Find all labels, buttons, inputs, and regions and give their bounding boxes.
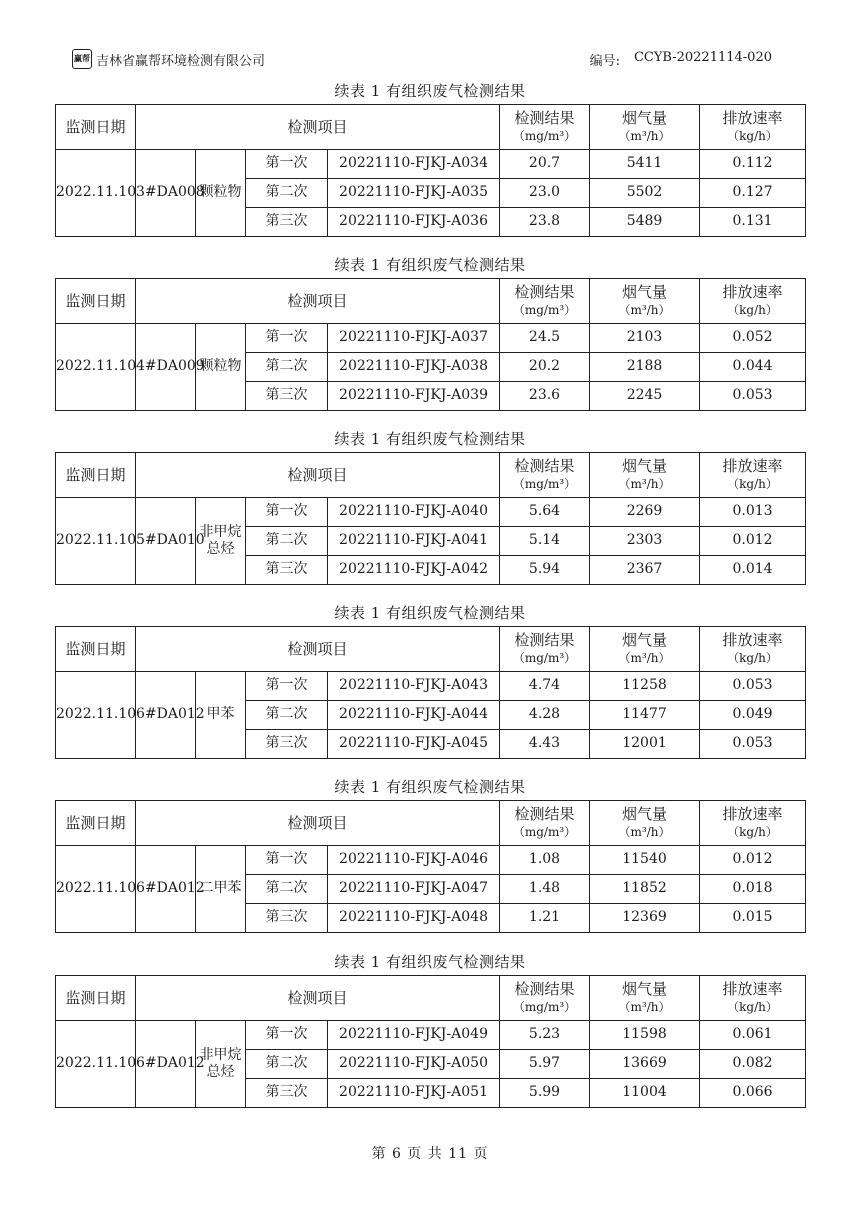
result-cell: 4.28 bbox=[500, 701, 590, 730]
sample-id-cell: 20221110-FJKJ-A045 bbox=[328, 730, 500, 759]
table-caption: 续表 1 有组织废气检测结果 bbox=[334, 430, 526, 448]
results-table bbox=[55, 626, 806, 759]
result-cell: 5.97 bbox=[500, 1050, 590, 1079]
round-cell: 第二次 bbox=[246, 1050, 328, 1079]
header-result-label: 检测结果 bbox=[514, 108, 575, 127]
flow-cell: 2367 bbox=[590, 556, 700, 585]
company-name: 吉林省赢帮环境检测有限公司 bbox=[96, 53, 266, 69]
table-row bbox=[56, 846, 806, 875]
header-rate bbox=[700, 976, 806, 1021]
flow-cell: 5489 bbox=[590, 208, 700, 237]
sample-id-cell: 20221110-FJKJ-A037 bbox=[328, 324, 500, 353]
rate-cell: 0.131 bbox=[700, 208, 806, 237]
header-date: 监测日期 bbox=[56, 279, 136, 324]
round-cell: 第一次 bbox=[246, 1021, 328, 1050]
result-table-block bbox=[0, 602, 860, 752]
table-header-row bbox=[56, 279, 806, 324]
logo-text: 赢帮 bbox=[74, 54, 90, 63]
results-table bbox=[55, 104, 806, 237]
pollutant-cell: 非甲烷总烃 bbox=[196, 498, 246, 585]
rate-cell: 0.044 bbox=[700, 353, 806, 382]
pollutant-cell: 颗粒物 bbox=[196, 150, 246, 237]
header-rate-label: 排放速率 bbox=[722, 804, 783, 823]
result-cell: 1.48 bbox=[500, 875, 590, 904]
document-number-value: CCYB-20221114-020 bbox=[633, 49, 772, 65]
table-row bbox=[56, 498, 806, 527]
round-cell: 第三次 bbox=[246, 556, 328, 585]
document-number-label: 编号: bbox=[589, 53, 620, 69]
table-header-row bbox=[56, 627, 806, 672]
round-cell: 第一次 bbox=[246, 324, 328, 353]
header-flow-label: 烟气量 bbox=[622, 282, 668, 301]
result-cell: 20.7 bbox=[500, 150, 590, 179]
date-cell: 2022.11.10 bbox=[56, 498, 136, 585]
result-table-block bbox=[0, 776, 860, 926]
date-cell: 2022.11.10 bbox=[56, 672, 136, 759]
header-rate bbox=[700, 453, 806, 498]
rate-cell: 0.012 bbox=[700, 846, 806, 875]
header-rate-unit: （kg/h） bbox=[727, 825, 778, 839]
rate-cell: 0.012 bbox=[700, 527, 806, 556]
round-cell: 第三次 bbox=[246, 730, 328, 759]
flow-cell: 12369 bbox=[590, 904, 700, 933]
header-rate bbox=[700, 105, 806, 150]
sample-id-cell: 20221110-FJKJ-A044 bbox=[328, 701, 500, 730]
header-result bbox=[500, 279, 590, 324]
header-result bbox=[500, 105, 590, 150]
sample-id-cell: 20221110-FJKJ-A051 bbox=[328, 1079, 500, 1108]
header-rate-label: 排放速率 bbox=[722, 456, 783, 475]
header-flow bbox=[590, 976, 700, 1021]
rate-cell: 0.015 bbox=[700, 904, 806, 933]
header-date: 监测日期 bbox=[56, 976, 136, 1021]
table-row bbox=[56, 324, 806, 353]
page-number: 第 6 页 共 11 页 bbox=[371, 1146, 489, 1162]
sample-id-cell: 20221110-FJKJ-A050 bbox=[328, 1050, 500, 1079]
rate-cell: 0.061 bbox=[700, 1021, 806, 1050]
outlet-cell: 6#DA012 bbox=[136, 672, 196, 759]
header-result-unit: （mg/m³） bbox=[512, 825, 577, 839]
rate-cell: 0.018 bbox=[700, 875, 806, 904]
header-date: 监测日期 bbox=[56, 105, 136, 150]
flow-cell: 2103 bbox=[590, 324, 700, 353]
result-cell: 5.94 bbox=[500, 556, 590, 585]
flow-cell: 2245 bbox=[590, 382, 700, 411]
header-date: 监测日期 bbox=[56, 627, 136, 672]
flow-cell: 2188 bbox=[590, 353, 700, 382]
sample-id-cell: 20221110-FJKJ-A049 bbox=[328, 1021, 500, 1050]
rate-cell: 0.082 bbox=[700, 1050, 806, 1079]
sample-id-cell: 20221110-FJKJ-A042 bbox=[328, 556, 500, 585]
header-result bbox=[500, 976, 590, 1021]
header-result-unit: （mg/m³） bbox=[512, 477, 577, 491]
header-rate-unit: （kg/h） bbox=[727, 477, 778, 491]
results-table bbox=[55, 452, 806, 585]
header-flow bbox=[590, 801, 700, 846]
header-flow-label: 烟气量 bbox=[622, 456, 668, 475]
header-item: 检测项目 bbox=[136, 801, 500, 846]
rate-cell: 0.013 bbox=[700, 498, 806, 527]
flow-cell: 5411 bbox=[590, 150, 700, 179]
table-row bbox=[56, 672, 806, 701]
table-header-row bbox=[56, 105, 806, 150]
result-cell: 23.8 bbox=[500, 208, 590, 237]
outlet-cell: 4#DA009 bbox=[136, 324, 196, 411]
round-cell: 第一次 bbox=[246, 150, 328, 179]
flow-cell: 12001 bbox=[590, 730, 700, 759]
flow-cell: 2303 bbox=[590, 527, 700, 556]
date-cell: 2022.11.10 bbox=[56, 150, 136, 237]
date-cell: 2022.11.10 bbox=[56, 846, 136, 933]
result-cell: 5.64 bbox=[500, 498, 590, 527]
table-caption: 续表 1 有组织废气检测结果 bbox=[334, 256, 526, 274]
result-cell: 24.5 bbox=[500, 324, 590, 353]
result-table-block bbox=[0, 951, 860, 1101]
header-result-label: 检测结果 bbox=[514, 979, 575, 998]
header-result-unit: （mg/m³） bbox=[512, 129, 577, 143]
rate-cell: 0.052 bbox=[700, 324, 806, 353]
company-block bbox=[72, 49, 265, 69]
flow-cell: 11540 bbox=[590, 846, 700, 875]
table-caption: 续表 1 有组织废气检测结果 bbox=[334, 953, 526, 971]
header-rate-unit: （kg/h） bbox=[727, 651, 778, 665]
rate-cell: 0.112 bbox=[700, 150, 806, 179]
rate-cell: 0.066 bbox=[700, 1079, 806, 1108]
date-cell: 2022.11.10 bbox=[56, 1021, 136, 1108]
result-cell: 5.99 bbox=[500, 1079, 590, 1108]
result-cell: 23.6 bbox=[500, 382, 590, 411]
results-table bbox=[55, 975, 806, 1108]
table-header-row bbox=[56, 801, 806, 846]
header-flow bbox=[590, 627, 700, 672]
result-cell: 5.14 bbox=[500, 527, 590, 556]
date-cell: 2022.11.10 bbox=[56, 324, 136, 411]
company-logo-icon bbox=[72, 49, 92, 69]
round-cell: 第二次 bbox=[246, 701, 328, 730]
flow-cell: 11004 bbox=[590, 1079, 700, 1108]
header-flow bbox=[590, 453, 700, 498]
sample-id-cell: 20221110-FJKJ-A038 bbox=[328, 353, 500, 382]
result-cell: 1.08 bbox=[500, 846, 590, 875]
outlet-cell: 6#DA012 bbox=[136, 1021, 196, 1108]
header-date: 监测日期 bbox=[56, 801, 136, 846]
table-caption: 续表 1 有组织废气检测结果 bbox=[334, 778, 526, 796]
pollutant-cell: 颗粒物 bbox=[196, 324, 246, 411]
rate-cell: 0.014 bbox=[700, 556, 806, 585]
header-rate-label: 排放速率 bbox=[722, 979, 783, 998]
table-caption: 续表 1 有组织废气检测结果 bbox=[334, 604, 526, 622]
header-flow-unit: （m³/h） bbox=[618, 1000, 671, 1014]
round-cell: 第三次 bbox=[246, 904, 328, 933]
header-flow-unit: （m³/h） bbox=[618, 303, 671, 317]
flow-cell: 11852 bbox=[590, 875, 700, 904]
header-flow-unit: （m³/h） bbox=[618, 477, 671, 491]
pollutant-cell: 二甲苯 bbox=[196, 846, 246, 933]
results-table bbox=[55, 278, 806, 411]
header-rate-unit: （kg/h） bbox=[727, 129, 778, 143]
header-rate-label: 排放速率 bbox=[722, 282, 783, 301]
sample-id-cell: 20221110-FJKJ-A034 bbox=[328, 150, 500, 179]
header-flow bbox=[590, 105, 700, 150]
result-table-block bbox=[0, 80, 860, 230]
header-flow-unit: （m³/h） bbox=[618, 825, 671, 839]
header-item: 检测项目 bbox=[136, 105, 500, 150]
result-cell: 5.23 bbox=[500, 1021, 590, 1050]
result-cell: 4.74 bbox=[500, 672, 590, 701]
table-row bbox=[56, 1021, 806, 1050]
sample-id-cell: 20221110-FJKJ-A048 bbox=[328, 904, 500, 933]
header-result bbox=[500, 801, 590, 846]
header-date: 监测日期 bbox=[56, 453, 136, 498]
header-item: 检测项目 bbox=[136, 627, 500, 672]
sample-id-cell: 20221110-FJKJ-A035 bbox=[328, 179, 500, 208]
result-table-block bbox=[0, 428, 860, 578]
header-result-unit: （mg/m³） bbox=[512, 651, 577, 665]
result-cell: 4.43 bbox=[500, 730, 590, 759]
flow-cell: 13669 bbox=[590, 1050, 700, 1079]
header-result-unit: （mg/m³） bbox=[512, 303, 577, 317]
result-table-block bbox=[0, 254, 860, 404]
flow-cell: 2269 bbox=[590, 498, 700, 527]
rate-cell: 0.053 bbox=[700, 730, 806, 759]
round-cell: 第三次 bbox=[246, 382, 328, 411]
header-flow-unit: （m³/h） bbox=[618, 651, 671, 665]
header-flow-label: 烟气量 bbox=[622, 108, 668, 127]
header-flow-label: 烟气量 bbox=[622, 979, 668, 998]
flow-cell: 11477 bbox=[590, 701, 700, 730]
sample-id-cell: 20221110-FJKJ-A036 bbox=[328, 208, 500, 237]
header-flow-unit: （m³/h） bbox=[618, 129, 671, 143]
result-cell: 20.2 bbox=[500, 353, 590, 382]
round-cell: 第一次 bbox=[246, 846, 328, 875]
header-rate bbox=[700, 279, 806, 324]
rate-cell: 0.127 bbox=[700, 179, 806, 208]
table-header-row bbox=[56, 453, 806, 498]
rate-cell: 0.053 bbox=[700, 672, 806, 701]
sample-id-cell: 20221110-FJKJ-A047 bbox=[328, 875, 500, 904]
result-cell: 1.21 bbox=[500, 904, 590, 933]
pollutant-cell: 甲苯 bbox=[196, 672, 246, 759]
header-flow bbox=[590, 279, 700, 324]
header-rate-label: 排放速率 bbox=[722, 108, 783, 127]
round-cell: 第三次 bbox=[246, 1079, 328, 1108]
table-row bbox=[56, 150, 806, 179]
header-item: 检测项目 bbox=[136, 279, 500, 324]
sample-id-cell: 20221110-FJKJ-A043 bbox=[328, 672, 500, 701]
rate-cell: 0.053 bbox=[700, 382, 806, 411]
round-cell: 第二次 bbox=[246, 527, 328, 556]
result-cell: 23.0 bbox=[500, 179, 590, 208]
round-cell: 第三次 bbox=[246, 208, 328, 237]
outlet-cell: 5#DA010 bbox=[136, 498, 196, 585]
round-cell: 第二次 bbox=[246, 179, 328, 208]
header-result-label: 检测结果 bbox=[514, 456, 575, 475]
round-cell: 第一次 bbox=[246, 498, 328, 527]
table-header-row bbox=[56, 976, 806, 1021]
flow-cell: 5502 bbox=[590, 179, 700, 208]
header-rate-label: 排放速率 bbox=[722, 630, 783, 649]
outlet-cell: 6#DA012 bbox=[136, 846, 196, 933]
round-cell: 第二次 bbox=[246, 353, 328, 382]
page-footer bbox=[0, 1143, 860, 1163]
page-header bbox=[72, 48, 772, 70]
header-item: 检测项目 bbox=[136, 976, 500, 1021]
header-result bbox=[500, 627, 590, 672]
round-cell: 第二次 bbox=[246, 875, 328, 904]
sample-id-cell: 20221110-FJKJ-A046 bbox=[328, 846, 500, 875]
document-number bbox=[590, 50, 772, 69]
header-rate-unit: （kg/h） bbox=[727, 1000, 778, 1014]
header-result-unit: （mg/m³） bbox=[512, 1000, 577, 1014]
sample-id-cell: 20221110-FJKJ-A041 bbox=[328, 527, 500, 556]
header-rate-unit: （kg/h） bbox=[727, 303, 778, 317]
header-result bbox=[500, 453, 590, 498]
flow-cell: 11258 bbox=[590, 672, 700, 701]
round-cell: 第一次 bbox=[246, 672, 328, 701]
sample-id-cell: 20221110-FJKJ-A040 bbox=[328, 498, 500, 527]
header-item: 检测项目 bbox=[136, 453, 500, 498]
header-flow-label: 烟气量 bbox=[622, 630, 668, 649]
table-caption: 续表 1 有组织废气检测结果 bbox=[334, 82, 526, 100]
sample-id-cell: 20221110-FJKJ-A039 bbox=[328, 382, 500, 411]
header-result-label: 检测结果 bbox=[514, 282, 575, 301]
rate-cell: 0.049 bbox=[700, 701, 806, 730]
outlet-cell: 3#DA008 bbox=[136, 150, 196, 237]
results-table bbox=[55, 800, 806, 933]
pollutant-cell: 非甲烷总烃 bbox=[196, 1021, 246, 1108]
flow-cell: 11598 bbox=[590, 1021, 700, 1050]
header-flow-label: 烟气量 bbox=[622, 804, 668, 823]
header-result-label: 检测结果 bbox=[514, 804, 575, 823]
header-rate bbox=[700, 627, 806, 672]
header-result-label: 检测结果 bbox=[514, 630, 575, 649]
header-rate bbox=[700, 801, 806, 846]
